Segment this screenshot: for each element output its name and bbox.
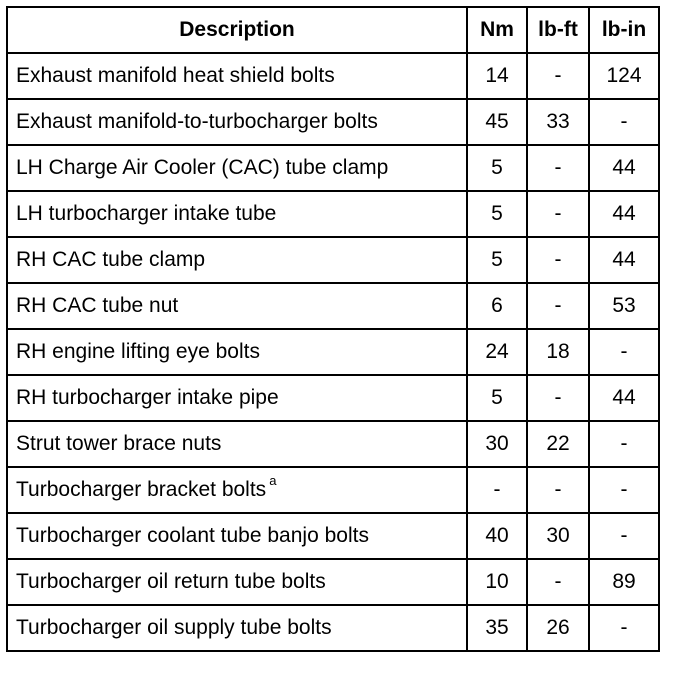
cell-lbin: 124	[589, 53, 659, 99]
cell-nm: 30	[467, 421, 527, 467]
cell-description	[7, 421, 467, 467]
table-row	[7, 513, 659, 559]
description-text: Turbocharger oil supply tube bolts	[16, 616, 332, 639]
cell-nm: 5	[467, 145, 527, 191]
cell-description	[7, 99, 467, 145]
cell-description	[7, 237, 467, 283]
description-text: Exhaust manifold-to-turbocharger bolts	[16, 110, 378, 133]
cell-description	[7, 559, 467, 605]
cell-lbft: -	[527, 145, 589, 191]
table-row	[7, 99, 659, 145]
cell-lbft: 30	[527, 513, 589, 559]
cell-nm: 5	[467, 237, 527, 283]
cell-lbin: 53	[589, 283, 659, 329]
header-description: Description	[7, 7, 467, 53]
cell-lbft: -	[527, 53, 589, 99]
torque-spec-table	[6, 6, 660, 652]
cell-nm: 45	[467, 99, 527, 145]
cell-lbft: 33	[527, 99, 589, 145]
cell-description	[7, 513, 467, 559]
cell-lbft: -	[527, 191, 589, 237]
header-lbin: lb-in	[589, 7, 659, 53]
cell-nm: 35	[467, 605, 527, 651]
table-header-row	[7, 7, 659, 53]
table-body	[7, 53, 659, 651]
table-row	[7, 283, 659, 329]
description-text: LH turbocharger intake tube	[16, 202, 277, 225]
cell-nm: -	[467, 467, 527, 513]
cell-lbin: -	[589, 467, 659, 513]
description-text: Turbocharger bracket bolts	[16, 478, 267, 501]
table-row	[7, 605, 659, 651]
cell-description	[7, 375, 467, 421]
cell-lbin: 44	[589, 375, 659, 421]
table-row	[7, 237, 659, 283]
cell-lbft: 26	[527, 605, 589, 651]
cell-nm: 6	[467, 283, 527, 329]
cell-lbft: -	[527, 283, 589, 329]
cell-description	[7, 145, 467, 191]
table-row	[7, 191, 659, 237]
cell-lbft: 22	[527, 421, 589, 467]
description-text: Exhaust manifold heat shield bolts	[16, 64, 335, 87]
description-text: LH Charge Air Cooler (CAC) tube clamp	[16, 156, 389, 179]
cell-lbin: -	[589, 329, 659, 375]
cell-nm: 14	[467, 53, 527, 99]
table-row	[7, 375, 659, 421]
cell-nm: 10	[467, 559, 527, 605]
table-row	[7, 53, 659, 99]
cell-description	[7, 467, 467, 513]
table-row	[7, 421, 659, 467]
description-text: RH CAC tube clamp	[16, 248, 206, 271]
description-text: Strut tower brace nuts	[16, 432, 222, 455]
cell-lbin: -	[589, 99, 659, 145]
cell-lbft: -	[527, 467, 589, 513]
cell-nm: 24	[467, 329, 527, 375]
cell-lbin: 89	[589, 559, 659, 605]
cell-nm: 5	[467, 191, 527, 237]
cell-lbft: -	[527, 559, 589, 605]
cell-description	[7, 53, 467, 99]
cell-description	[7, 605, 467, 651]
description-text: Turbocharger coolant tube banjo bolts	[16, 524, 369, 547]
cell-lbft: -	[527, 375, 589, 421]
description-text: RH turbocharger intake pipe	[16, 386, 279, 409]
cell-lbin: 44	[589, 191, 659, 237]
header-lbft: lb-ft	[527, 7, 589, 53]
header-nm: Nm	[467, 7, 527, 53]
table-row	[7, 329, 659, 375]
cell-lbin: 44	[589, 145, 659, 191]
cell-lbft: 18	[527, 329, 589, 375]
table-row	[7, 467, 659, 513]
table-row	[7, 145, 659, 191]
description-text: RH engine lifting eye bolts	[16, 340, 260, 363]
table-row	[7, 559, 659, 605]
cell-description	[7, 329, 467, 375]
cell-lbft: -	[527, 237, 589, 283]
footnote-marker: a	[269, 473, 277, 488]
description-text: Turbocharger oil return tube bolts	[16, 570, 326, 593]
cell-lbin: 44	[589, 237, 659, 283]
cell-nm: 5	[467, 375, 527, 421]
description-text: RH CAC tube nut	[16, 294, 179, 317]
cell-nm: 40	[467, 513, 527, 559]
cell-lbin: -	[589, 513, 659, 559]
cell-lbin: -	[589, 421, 659, 467]
cell-description	[7, 191, 467, 237]
cell-description	[7, 283, 467, 329]
cell-lbin: -	[589, 605, 659, 651]
